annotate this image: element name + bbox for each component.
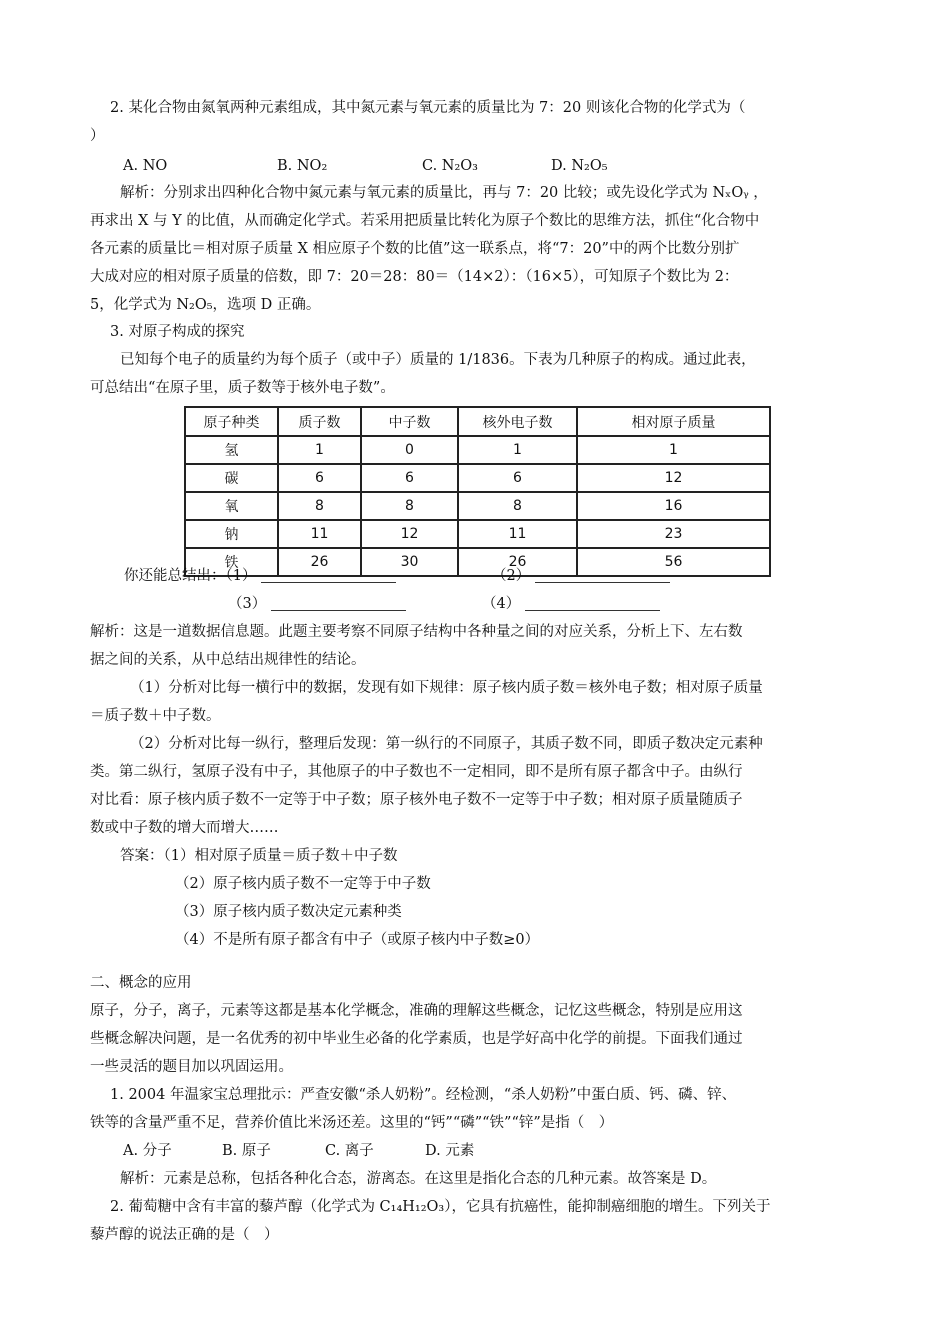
table-cell: 0 — [361, 436, 458, 464]
table-cell: 6 — [278, 464, 361, 492]
answer-blank-3[interactable] — [271, 596, 406, 611]
s2-q1-analysis: 解析：元素是总称，包括各种化合态，游离态。在这里是指化合态的几种元素。故答案是 D。 — [120, 1171, 717, 1187]
s2-q1-option-d: D. 元素 — [425, 1143, 475, 1159]
s2-q1-option-b: B. 原子 — [222, 1143, 271, 1159]
q3-intro-line: 已知每个电子的质量约为每个质子（或中子）质量的 1/1836。下表为几种原子的构成。通过此表， — [120, 352, 756, 368]
table-row — [185, 492, 770, 520]
s2-q1-stem-line: 铁等的含量严重不足，营养价值比米汤还差。这里的“钙”“磷”“铁”“锌”是指（ ） — [90, 1115, 614, 1131]
table-cell: 氧 — [185, 492, 278, 520]
table-cell: 26 — [458, 548, 577, 576]
q2-option-d: D. N₂O₅ — [551, 158, 608, 174]
table-cell: 30 — [361, 548, 458, 576]
table-row — [185, 436, 770, 464]
table-cell: 11 — [458, 520, 577, 548]
q3-blank-2-group — [492, 566, 670, 586]
table-cell: 8 — [458, 492, 577, 520]
q2-analysis-line: 大成对应的相对原子质量的倍数，即 7：20＝28：80＝（14×2）：（16×5），可知原子个数比为 2： — [90, 269, 739, 285]
section2-intro-line: 一些灵活的题目加以巩固运用。 — [90, 1059, 293, 1075]
q3-analysis-p1-line: （1）分析对比每一横行中的数据，发现有如下规律：原子核内质子数＝核外电子数；相对原子质量 — [130, 680, 763, 696]
table-cell: 11 — [278, 520, 361, 548]
table-header-cell: 相对原子质量 — [577, 407, 770, 436]
table-cell: 26 — [278, 548, 361, 576]
s2-q1-option-c: C. 离子 — [325, 1143, 374, 1159]
section2-intro-line: 些概念解决问题，是一名优秀的初中毕业生必备的化学素质，也是学好高中化学的前提。下面我们通过 — [90, 1031, 743, 1047]
table-cell: 8 — [361, 492, 458, 520]
q3-blank-4-group — [482, 594, 660, 614]
q3-analysis-p2-line: 对比看：原子核内质子数不一定等于中子数；原子核外电子数不一定等于中子数；相对原子质量随质子 — [90, 792, 743, 808]
answer-blank-2[interactable] — [535, 568, 670, 583]
table-cell: 铁 — [185, 548, 278, 576]
section2-title: 二、概念的应用 — [90, 975, 192, 991]
table-cell: 氢 — [185, 436, 278, 464]
answer-item: （1）相对原子质量＝质子数＋中子数 — [163, 848, 398, 864]
answer-item: （2）原子核内质子数不一定等于中子数 — [175, 876, 431, 892]
answer-label: 答案： — [120, 848, 164, 864]
answer-item: （4）不是所有原子都含有中子（或原子核内中子数≥0） — [175, 932, 540, 948]
section2-intro-line: 原子，分子，离子，元素等这都是基本化学概念，准确的理解这些概念，记忆这些概念，特别是应用这 — [90, 1003, 743, 1019]
q3-blank-3-group — [228, 594, 406, 614]
prompt-label: 你还能总结出： — [124, 568, 226, 584]
s2-q2-stem-line: 2. 葡萄糖中含有丰富的藜芦醇（化学式为 C₁₄H₁₂O₃），它具有抗癌性，能抑制癌细胞的增生。下列关于 — [110, 1199, 771, 1215]
table-header-cell: 质子数 — [278, 407, 361, 436]
q2-stem-line2: ） — [90, 128, 105, 144]
table-row — [185, 520, 770, 548]
q2-analysis-line: 5，化学式为 N₂O₅，选项 D 正确。 — [90, 297, 321, 313]
table-cell: 16 — [577, 492, 770, 520]
q3-analysis-p2-line: （2）分析对比每一纵行，整理后发现：第一纵行的不同原子，其质子数不同，即质子数决定元素种 — [130, 736, 763, 752]
q3-title: 3. 对原子构成的探究 — [110, 324, 245, 340]
q3-analysis-intro-line: 解析：这是一道数据信息题。此题主要考察不同原子结构中各种量之间的对应关系，分析上下、左右数 — [90, 624, 743, 640]
answer-blank-4[interactable] — [525, 596, 660, 611]
q2-analysis-line: 解析：分别求出四种化合物中氮元素与氧元素的质量比，再与 7：20 比较；或先设化学式为 NₓOᵧ ， — [120, 185, 768, 201]
answer-blank-1[interactable] — [261, 568, 396, 583]
answer-item: （3）原子核内质子数决定元素种类 — [175, 904, 402, 920]
q2-option-b: B. NO₂ — [277, 158, 328, 174]
table-cell: 56 — [577, 548, 770, 576]
q3-analysis-intro-line: 据之间的关系，从中总结出规律性的结论。 — [90, 652, 366, 668]
table-cell: 钠 — [185, 520, 278, 548]
table-cell: 12 — [361, 520, 458, 548]
blank-label-3: （3） — [228, 596, 267, 612]
table-cell: 8 — [278, 492, 361, 520]
table-cell: 23 — [577, 520, 770, 548]
q3-prompt — [124, 566, 396, 586]
q2-option-c: C. N₂O₃ — [422, 158, 478, 174]
table-header-cell: 核外电子数 — [458, 407, 577, 436]
q3-answer-row — [120, 846, 900, 866]
blank-label-2: （2） — [492, 568, 531, 584]
table-cell: 碳 — [185, 464, 278, 492]
table-header-cell: 原子种类 — [185, 407, 278, 436]
q2-stem-line1: 2. 某化合物由氮氧两种元素组成，其中氮元素与氧元素的质量比为 7：20 则该化合物的化学式为（ — [110, 100, 746, 116]
q3-intro-line: 可总结出“在原子里，质子数等于核外电子数”。 — [90, 380, 395, 396]
atom-composition-table — [184, 406, 771, 577]
blank-label-1: （1） — [225, 568, 257, 584]
table-cell: 1 — [458, 436, 577, 464]
table-header-cell: 中子数 — [361, 407, 458, 436]
table-cell: 6 — [458, 464, 577, 492]
q3-analysis-p2-line: 类。第二纵行，氢原子没有中子，其他原子的中子数也不一定相同，即不是所有原子都含中子。由纵行 — [90, 764, 743, 780]
table-cell: 1 — [278, 436, 361, 464]
table-cell: 6 — [361, 464, 458, 492]
table-cell: 12 — [577, 464, 770, 492]
q3-analysis-p2-line: 数或中子数的增大而增大…… — [90, 820, 279, 836]
q2-analysis-line: 各元素的质量比＝相对原子质量 X 相应原子个数的比值”这一联系点，将“7：20”中的两个比数分别扩 — [90, 241, 740, 257]
s2-q1-option-a: A. 分子 — [123, 1143, 172, 1159]
q3-analysis-p1-line: ＝质子数＋中子数。 — [90, 708, 221, 724]
table-row — [185, 464, 770, 492]
table-header-row — [185, 407, 770, 436]
blank-label-4: （4） — [482, 596, 521, 612]
s2-q1-stem-line: 1. 2004 年温家宝总理批示：严查安徽“杀人奶粉”。经检测，“杀人奶粉”中蛋白质、钙、磷、锌、 — [110, 1087, 737, 1103]
q2-option-a: A. NO — [123, 158, 168, 174]
q2-analysis-line: 再求出 X 与 Y 的比值，从而确定化学式。若采用把质量比转化为原子个数比的思维方法，抓住“化合物中 — [90, 213, 760, 229]
table-cell: 1 — [577, 436, 770, 464]
s2-q2-stem-line: 藜芦醇的说法正确的是（ ） — [90, 1227, 279, 1243]
